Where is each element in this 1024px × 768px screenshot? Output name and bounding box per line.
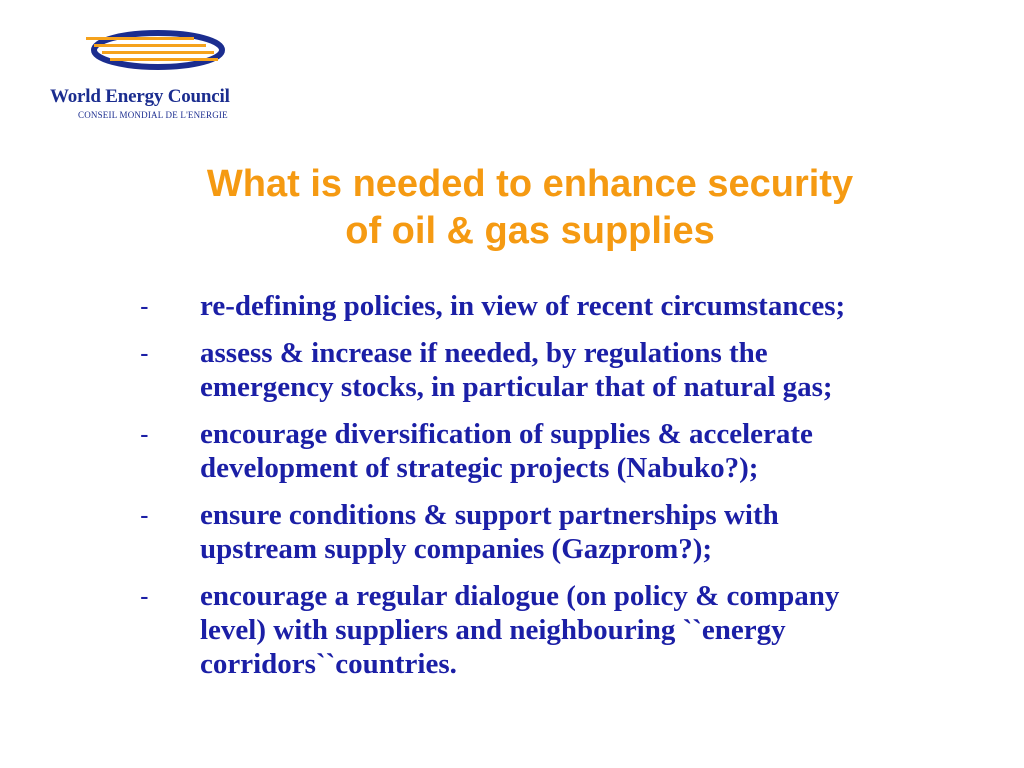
- bullet-dash: -: [140, 581, 149, 611]
- bullet-text-line: ensure conditions & support partnerships with: [200, 499, 779, 531]
- globe-logo-icon: [86, 28, 236, 76]
- bullet-text-line: level) with suppliers and neighbouring ``energy: [200, 614, 786, 646]
- bullet-item: [140, 579, 1000, 681]
- slide-title-line: What is needed to enhance security: [206, 163, 854, 206]
- bullet-text-line: assess & increase if needed, by regulations the: [200, 337, 768, 369]
- bullet-dash: -: [140, 291, 149, 321]
- logo-organization-name: World Energy Council: [50, 86, 230, 107]
- bullet-text-line: emergency stocks, in particular that of natural gas;: [200, 371, 833, 403]
- bullet-item: [140, 336, 1000, 404]
- bullet-item: [140, 498, 1000, 566]
- bullet-item: [140, 417, 1000, 485]
- bullet-item: [140, 289, 1000, 323]
- bullet-text-line: upstream supply companies (Gazprom?);: [200, 533, 713, 565]
- slide-title-line: of oil & gas supplies: [345, 210, 715, 253]
- bullet-dash: -: [140, 419, 149, 449]
- world-energy-council-logo: [48, 28, 280, 124]
- bullet-list: [140, 289, 1000, 694]
- logo-organization-subtitle: CONSEIL MONDIAL DE L'ENERGIE: [78, 110, 228, 120]
- bullet-text-line: re-defining policies, in view of recent circumstances;: [200, 290, 846, 322]
- bullet-dash: -: [140, 500, 149, 530]
- bullet-text-line: corridors``countries.: [200, 648, 457, 680]
- bullet-text-line: encourage a regular dialogue (on policy & company: [200, 580, 840, 612]
- bullet-text-line: encourage diversification of supplies & accelerate: [200, 418, 813, 450]
- slide-title: [120, 161, 940, 255]
- bullet-text-line: development of strategic projects (Nabuko?);: [200, 452, 759, 484]
- bullet-dash: -: [140, 338, 149, 368]
